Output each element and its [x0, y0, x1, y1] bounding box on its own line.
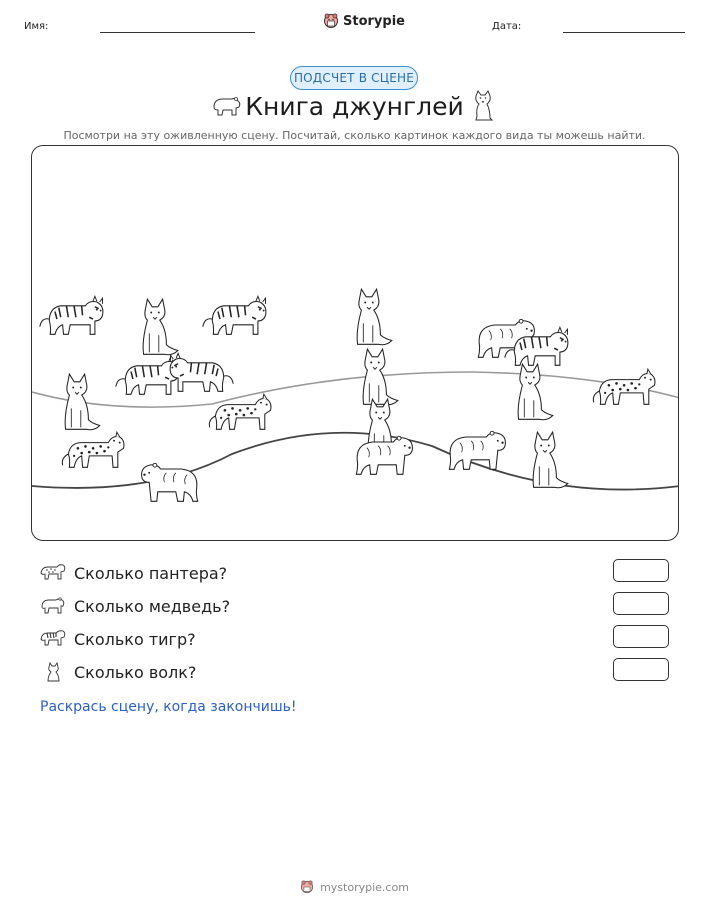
scene-leopard	[593, 369, 655, 404]
tiger-icon	[40, 628, 66, 650]
storypie-mascot-icon	[300, 880, 314, 894]
scene-bear	[142, 463, 198, 501]
scene-frame	[31, 145, 679, 541]
coloring-note: Раскрась сцену, когда закончишь!	[40, 699, 297, 715]
name-label: Имя:	[24, 21, 49, 32]
brand-name: Storypie	[343, 13, 405, 29]
name-line[interactable]	[100, 32, 255, 33]
scene-tiger	[116, 356, 179, 394]
scene-illustration	[32, 146, 679, 541]
storypie-mascot-icon	[323, 13, 339, 29]
scene-wolf	[65, 374, 100, 430]
date-line[interactable]	[563, 32, 685, 33]
instructions: Посмотри на эту оживленную сцену. Посчитай, сколько картинок каждого вида ты можешь найти.	[63, 129, 646, 142]
scene-tiger	[203, 296, 266, 334]
wolf-icon	[468, 90, 498, 122]
question-text: Сколько тигр?	[74, 629, 196, 649]
question-tiger	[40, 627, 196, 651]
page-title: Книга джунглей	[245, 92, 464, 121]
scene-leopard	[209, 394, 271, 429]
footer	[0, 880, 709, 894]
answer-box-bear[interactable]	[613, 592, 669, 615]
scene-bear	[356, 436, 412, 474]
scene-wolf	[143, 299, 178, 355]
answer-box-wolf[interactable]	[613, 658, 669, 681]
wolf-icon	[40, 661, 66, 683]
question-leopard	[40, 561, 227, 585]
scene-wolf	[518, 364, 553, 420]
brand-logo	[323, 13, 405, 29]
answer-box-tiger[interactable]	[613, 625, 669, 648]
answer-box-leopard[interactable]	[613, 559, 669, 582]
leopard-icon	[40, 562, 66, 584]
scene-leopard	[62, 432, 124, 467]
question-bear	[40, 594, 230, 618]
scene-wolf	[357, 289, 392, 345]
question-wolf	[40, 660, 196, 684]
activity-badge: ПОДСЧЕТ В СЦЕНЕ	[290, 66, 418, 90]
bear-icon	[40, 595, 66, 617]
scene-tiger	[170, 353, 233, 391]
question-text: Сколько волк?	[74, 662, 197, 682]
scene-tiger	[40, 296, 103, 334]
scene-wolf	[533, 432, 568, 488]
date-label: Дата:	[492, 21, 522, 32]
question-text: Сколько пантера?	[74, 563, 228, 583]
scene-wolf	[363, 349, 398, 405]
footer-url: mystorypie.com	[320, 880, 409, 894]
question-text: Сколько медведь?	[74, 596, 231, 616]
